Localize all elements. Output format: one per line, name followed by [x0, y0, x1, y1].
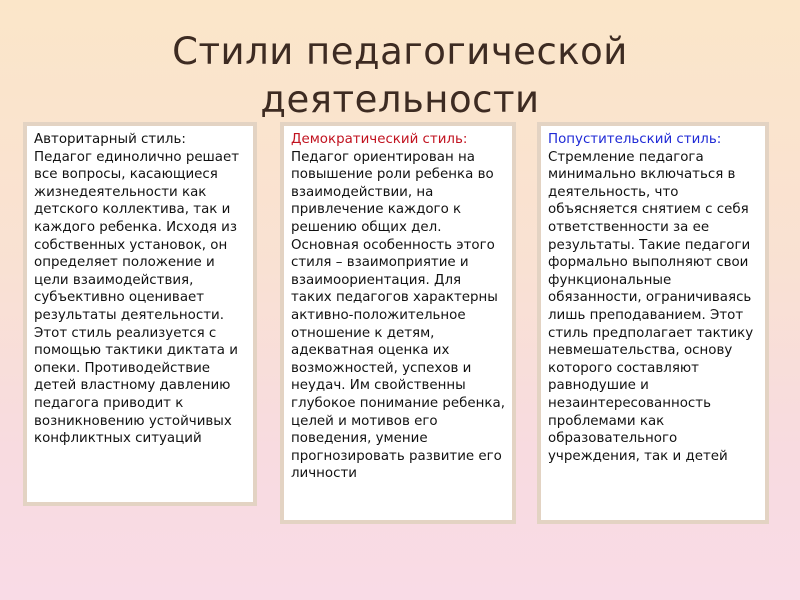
slide-title-line-2: деятельности [260, 78, 540, 121]
permissive-style-card [537, 122, 769, 524]
card-heading: Авторитарный стиль: [34, 132, 186, 147]
card-heading: Попустительский стиль: [548, 132, 722, 147]
card-text: Педагог единолично решает все вопросы, касающиеся жизнедеятельности как детского коллектива, так и каждого ребенка. Исходя из собственных установок, он определяет положение и цели взаимодействия, субъективно оценивает результаты деятельности. Этот стиль реализуется с помощью тактики диктата и опеки. Противодействие детей властному давлению педагога приводит к возникновению устойчивых конфликтных ситуаций [34, 149, 240, 447]
card-text: Стремление педагога минимально включаться в деятельность, что объясняется снятием с себя ответственности за ее результаты. Такие педагоги формально выполняют свои функциональные обязанности, ограничиваясь лишь преподаванием. Этот стиль предполагает тактику невмешательства, основу которого составляют равнодушие и незаинтересованность проблемами как образовательного учреждения, так и детей [548, 149, 754, 464]
card-text: Педагог ориентирован на повышение роли ребенка во взаимодействии, на привлечение каждого к решению общих дел. Основная особенность этого стиля – взаимоприятие и взаимоориентация. Для таких педагогов характерны активно-положительное отношение к детям, адекватная оценка их возможностей, успехов и неудач. Им свойственны глубокое понимание ребенка, целей и мотивов его поведения, умение прогнозировать развитие его личности [291, 149, 505, 482]
democratic-style-card [280, 122, 516, 524]
slide-title [0, 28, 800, 124]
slide-title-line-1: Стили педагогической [172, 30, 628, 73]
authoritarian-style-card [23, 122, 257, 506]
card-heading: Демократический стиль: [291, 132, 468, 147]
